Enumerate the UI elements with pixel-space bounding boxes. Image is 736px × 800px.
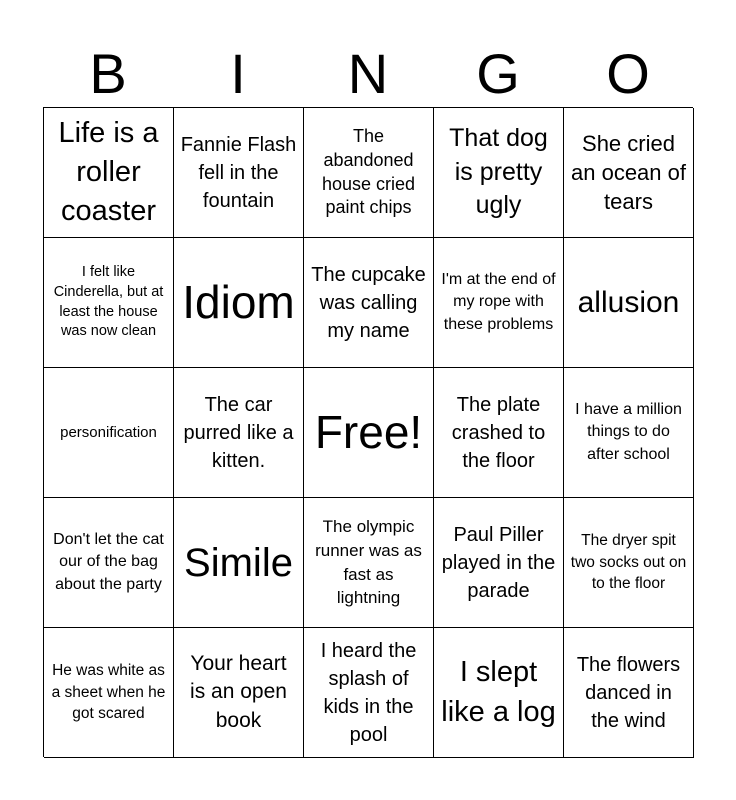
- bingo-cell[interactable]: [304, 238, 434, 368]
- bingo-cell-text: That dog is pretty ugly: [449, 123, 548, 220]
- bingo-cell-text: I slept like a log: [441, 656, 556, 728]
- bingo-cell-text: I have a million things to do after school: [575, 400, 682, 463]
- bingo-cell-text: Fannie Flash fell in the fountain: [180, 133, 297, 212]
- bingo-cell-text: I'm at the end of my rope with these problems: [441, 270, 556, 333]
- bingo-cell[interactable]: [174, 498, 304, 628]
- bingo-cell[interactable]: [434, 108, 564, 238]
- bingo-cell[interactable]: [44, 628, 174, 758]
- bingo-cell[interactable]: [304, 498, 434, 628]
- bingo-cell[interactable]: [564, 238, 694, 368]
- bingo-cell-text: Don't let the cat our of the bag about the party: [53, 530, 164, 593]
- bingo-cell[interactable]: [564, 108, 694, 238]
- bingo-cell[interactable]: [174, 238, 304, 368]
- bingo-cell[interactable]: [434, 368, 564, 498]
- bingo-cell[interactable]: [44, 108, 174, 238]
- bingo-card-grid: [43, 107, 693, 757]
- bingo-header: [43, 40, 693, 108]
- bingo-cell[interactable]: [564, 368, 694, 498]
- header-letter-b: B: [89, 42, 127, 105]
- bingo-cell[interactable]: [304, 628, 434, 758]
- header-letter-n: N: [347, 42, 389, 105]
- bingo-cell-text: The flowers danced in the wind: [576, 653, 681, 732]
- bingo-cell[interactable]: [434, 238, 564, 368]
- bingo-cell-text: The dryer spit two socks out on to the floor: [570, 531, 687, 593]
- header-letter-g: G: [476, 42, 520, 105]
- bingo-cell-text: The car purred like a kitten.: [183, 393, 294, 472]
- bingo-cell-text: I heard the splash of kids in the pool: [320, 639, 417, 746]
- bingo-cell[interactable]: [174, 628, 304, 758]
- bingo-cell-text: personification: [60, 424, 157, 441]
- bingo-cell-text: He was white as a sheet when he got scared: [51, 661, 166, 723]
- bingo-cell-text: The cupcake was calling my name: [311, 263, 426, 342]
- bingo-cell-text: Paul Piller played in the parade: [441, 523, 556, 602]
- bingo-cell[interactable]: [304, 108, 434, 238]
- bingo-cell-text: Your heart is an open book: [190, 651, 287, 732]
- header-letter-i: I: [230, 42, 246, 105]
- bingo-cell-text: She cried an ocean of tears: [571, 130, 686, 215]
- bingo-cell-text: allusion: [577, 285, 680, 319]
- bingo-cell[interactable]: [434, 628, 564, 758]
- bingo-cell-text: The olympic runner was as fast as lightning: [315, 516, 422, 608]
- bingo-cell[interactable]: [174, 368, 304, 498]
- bingo-cell[interactable]: [564, 628, 694, 758]
- bingo-cell[interactable]: [174, 108, 304, 238]
- header-letter-o: O: [606, 42, 650, 105]
- bingo-cell-text: Life is a roller coaster: [58, 116, 159, 228]
- bingo-cell[interactable]: [44, 368, 174, 498]
- free-space[interactable]: [304, 368, 434, 498]
- bingo-cell-text: Simile: [184, 540, 293, 585]
- bingo-cell[interactable]: [44, 238, 174, 368]
- bingo-cell[interactable]: [434, 498, 564, 628]
- bingo-cell-text: The abandoned house cried paint chips: [321, 125, 416, 218]
- bingo-cell-text: I felt like Cinderella, but at least the house was now clean: [53, 264, 164, 340]
- bingo-cell-text: Idiom: [182, 276, 295, 329]
- bingo-cell[interactable]: [44, 498, 174, 628]
- free-space-text: Free!: [314, 406, 423, 459]
- bingo-cell-text: The plate crashed to the floor: [451, 393, 546, 472]
- bingo-cell[interactable]: [564, 498, 694, 628]
